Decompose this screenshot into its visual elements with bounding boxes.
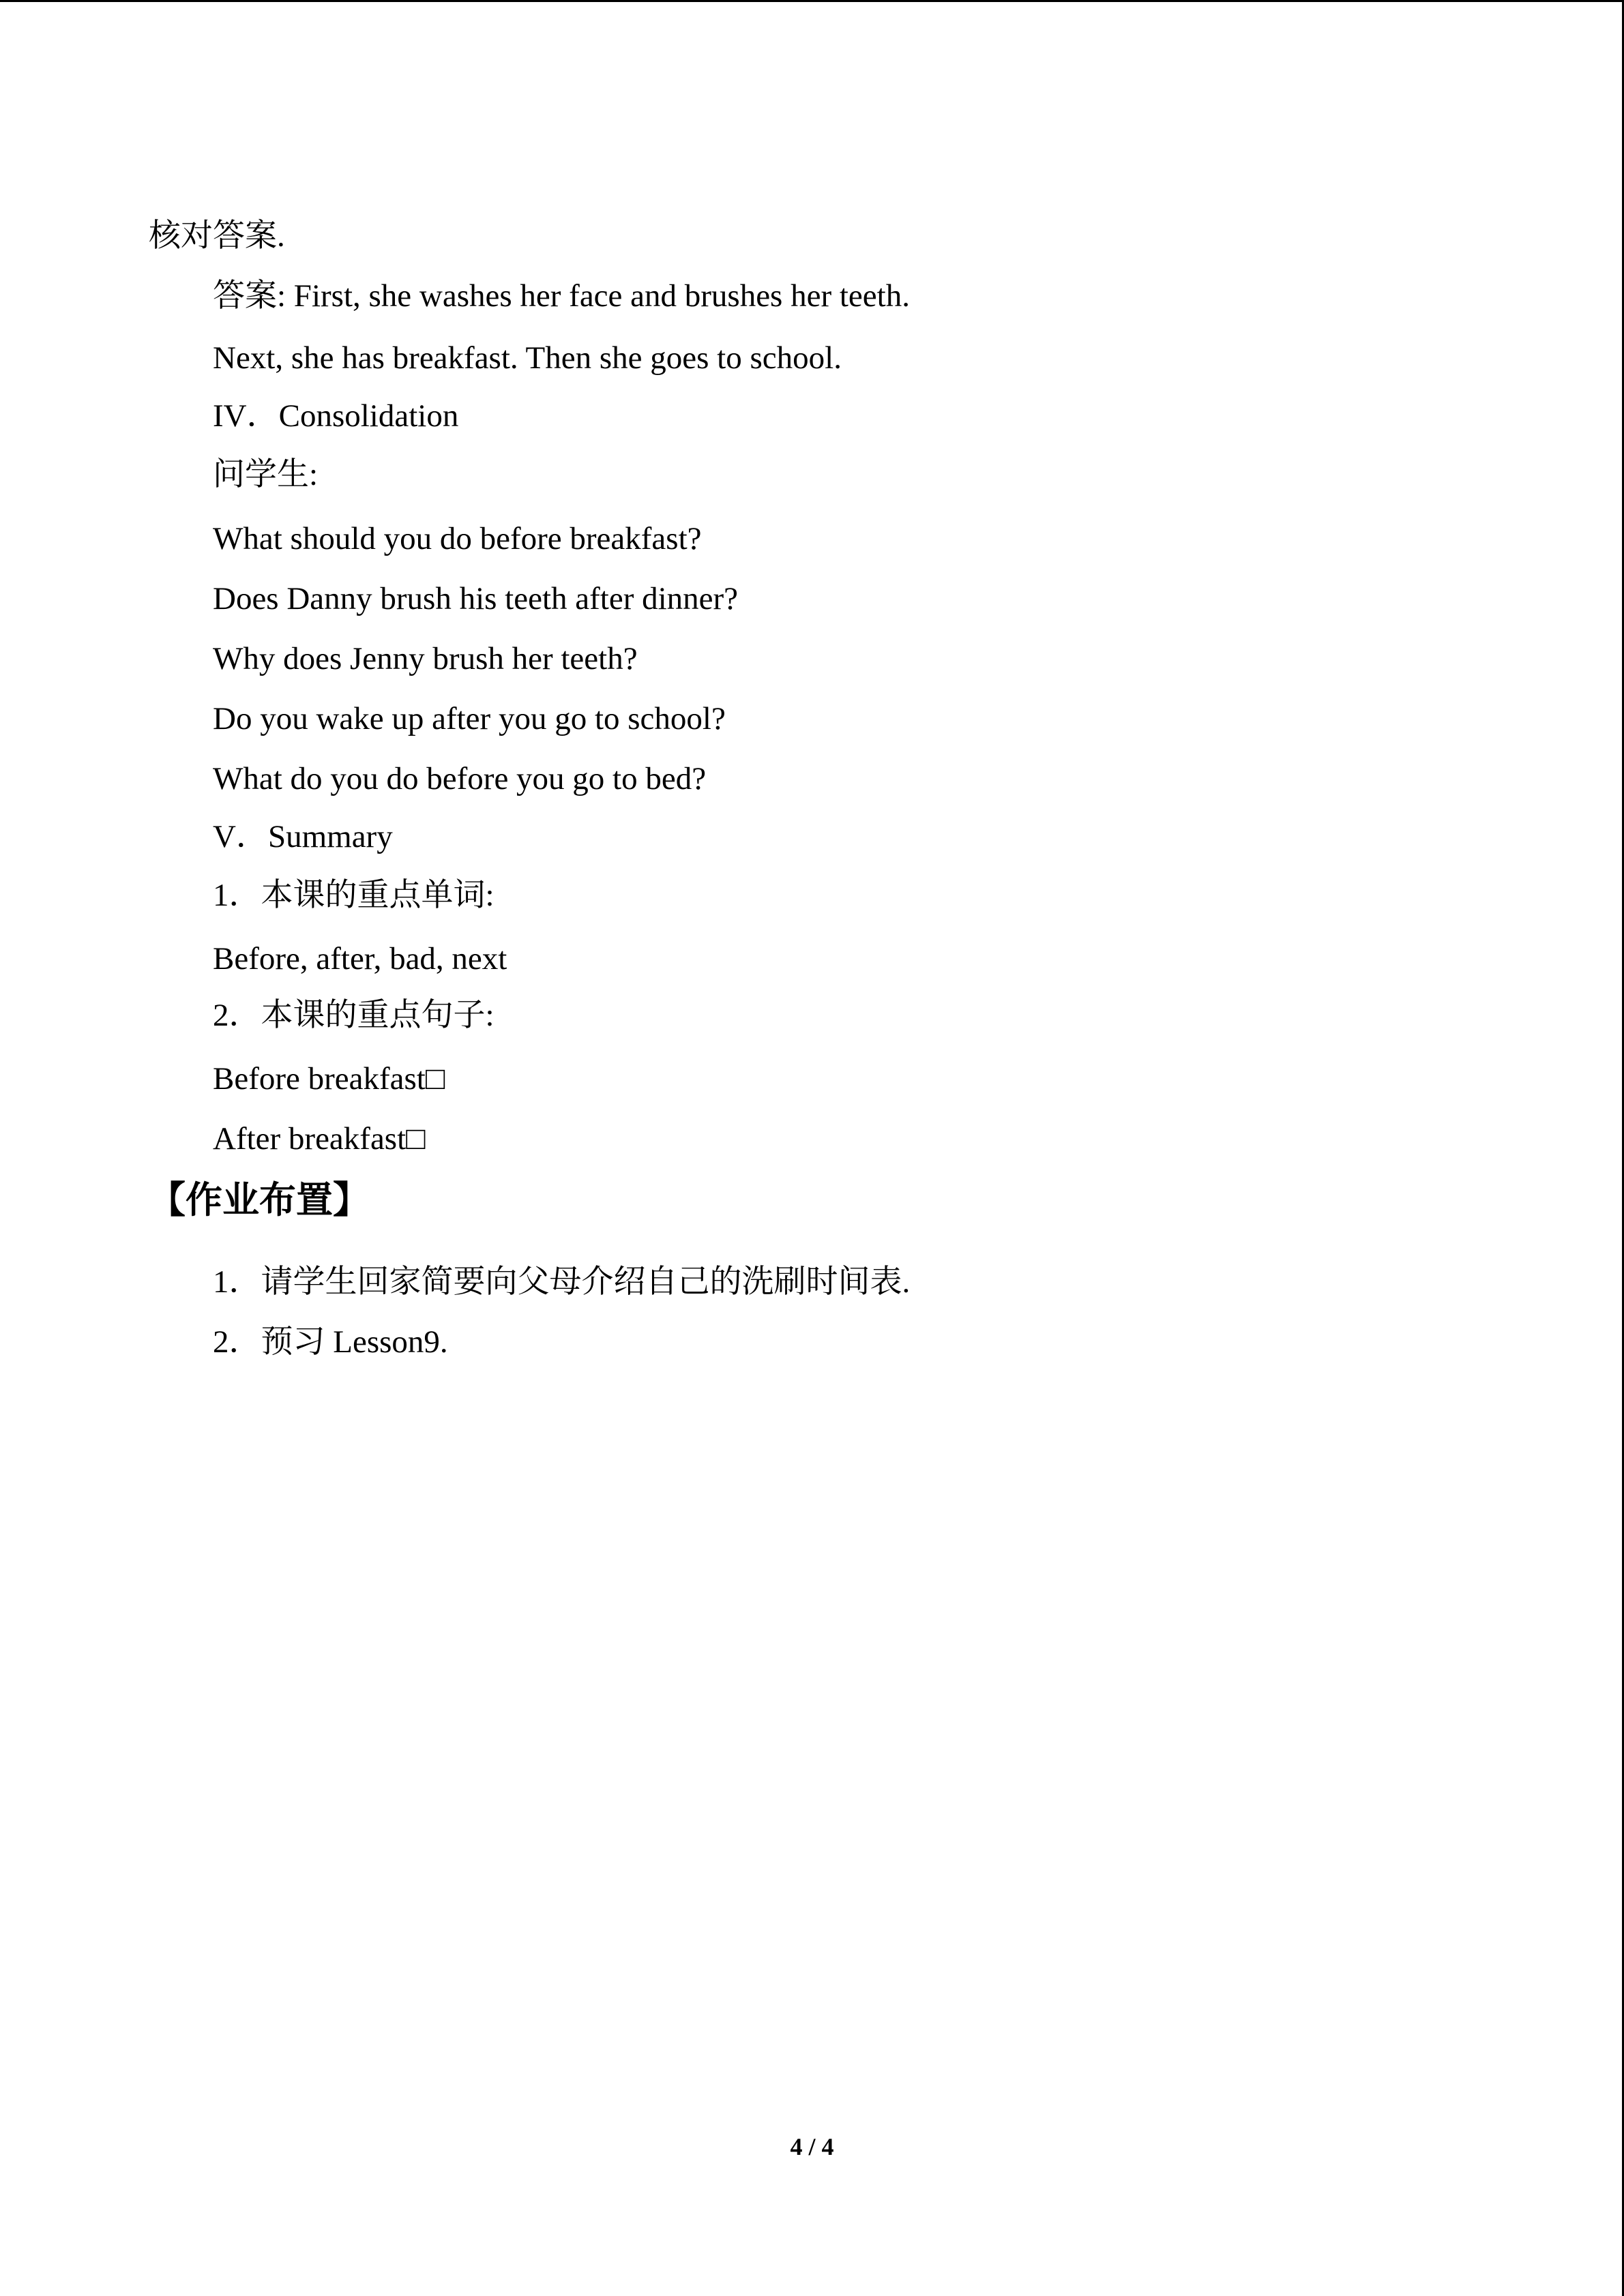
key-sentence: Before breakfast□	[213, 1061, 445, 1097]
question-line: Do you wake up after you go to school?	[213, 701, 726, 736]
question-line: Does Danny brush his teeth after dinner?	[213, 581, 739, 616]
key-sentences-label: 2．本课的重点句子:	[213, 998, 494, 1033]
question-line: Why does Jenny brush her teeth?	[213, 641, 638, 676]
key-sentence: After breakfast□	[213, 1121, 426, 1157]
answer-line-2: Next, she has breakfast. Then she goes to school.	[213, 340, 842, 376]
key-words-list: Before, after, bad, next	[213, 941, 507, 976]
page-border-top	[0, 0, 1624, 2]
homework-item: 1．请学生回家简要向父母介绍自己的洗刷时间表.	[213, 1264, 911, 1300]
check-answers-line: 核对答案.	[149, 218, 285, 254]
key-words-label: 1．本课的重点单词:	[213, 878, 494, 913]
page-number: 4 / 4	[790, 2133, 834, 2160]
section-consolidation: IV．Consolidation	[213, 398, 459, 434]
section-summary: V．Summary	[213, 819, 393, 854]
answer-line-1: 答案: First, she washes her face and brushes her teeth.	[213, 278, 910, 314]
question-line: What should you do before breakfast?	[213, 521, 702, 556]
ask-students-line: 问学生:	[213, 457, 319, 492]
homework-heading: 【作业布置】	[149, 1178, 370, 1221]
homework-item: 2．预习 Lesson9.	[213, 1324, 448, 1360]
question-line: What do you do before you go to bed?	[213, 761, 707, 796]
